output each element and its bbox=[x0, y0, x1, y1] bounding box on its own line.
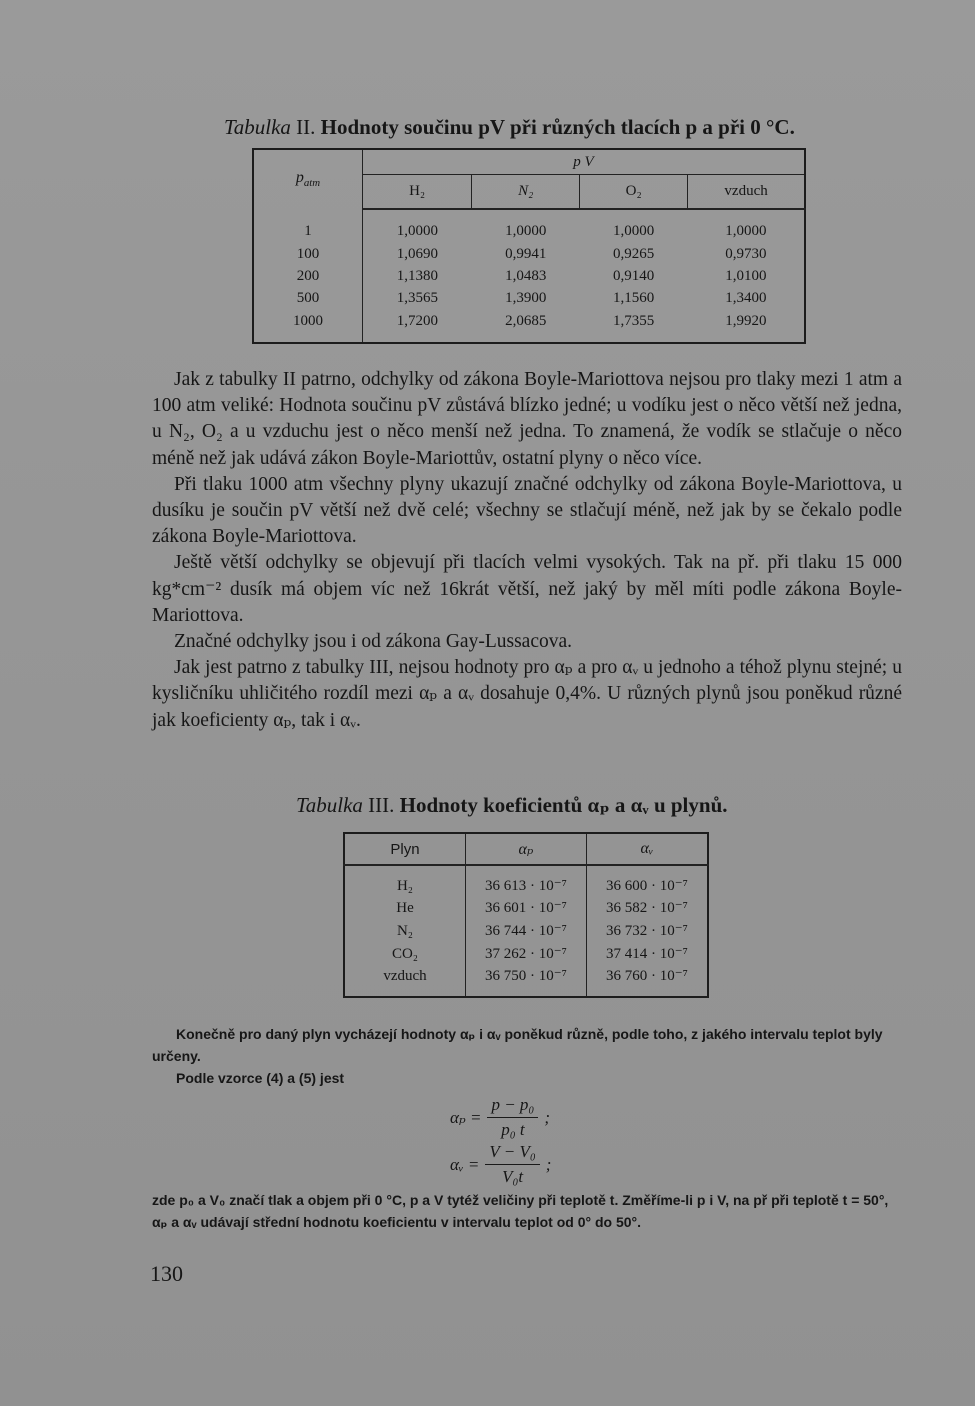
table-cell: 1,7355 bbox=[613, 312, 655, 329]
table2 bbox=[252, 148, 806, 344]
formula1-fraction bbox=[487, 1095, 538, 1140]
table-cell: 1,0000 bbox=[613, 223, 655, 240]
small-paragraph-2: Podle vzorce (4) a (5) jest bbox=[176, 1070, 345, 1086]
table-cell: 36 601 · 10⁻⁷ bbox=[466, 897, 587, 920]
table-row bbox=[253, 220, 805, 242]
table-cell: 1000 bbox=[253, 309, 363, 331]
table3-caption-text: Hodnoty koeficientů αₚ a αᵥ u plynů. bbox=[399, 793, 728, 817]
table-cell: 0,9140 bbox=[613, 267, 655, 284]
table-row bbox=[344, 874, 708, 897]
table2-header-patm: $p_{atm}$ bbox=[253, 149, 363, 209]
table-cell: 100 bbox=[253, 242, 363, 264]
table3-caption bbox=[296, 792, 728, 818]
formula2-denominator: V₀t bbox=[502, 1167, 524, 1186]
table-cell: 1,3400 bbox=[725, 290, 767, 307]
table-cell: CO₂ bbox=[344, 942, 466, 965]
table3-caption-number: III. bbox=[368, 793, 395, 817]
table-row bbox=[253, 287, 805, 309]
table-cell: 36 744 · 10⁻⁷ bbox=[466, 920, 587, 943]
table-cell: 36 750 · 10⁻⁷ bbox=[466, 965, 587, 988]
table-cell: 36 760 · 10⁻⁷ bbox=[605, 968, 688, 985]
table3-col-plyn: Plyn bbox=[344, 833, 466, 865]
table-cell: 1,3565 bbox=[396, 290, 438, 307]
table2-caption-label: Tabulka bbox=[224, 115, 291, 139]
table-cell: N₂ bbox=[344, 920, 466, 943]
table-cell: 2,0685 bbox=[505, 312, 547, 329]
small-text-bottom bbox=[152, 1189, 900, 1233]
table-cell: 1,7200 bbox=[396, 312, 438, 329]
formula2-numerator: V − V₀ bbox=[485, 1142, 539, 1165]
table-cell: 1,1560 bbox=[613, 290, 655, 307]
table-row bbox=[253, 309, 805, 331]
table3-caption-label: Tabulka bbox=[296, 793, 363, 817]
table2-caption bbox=[224, 115, 795, 140]
table2-col-vzduch: vzduch bbox=[688, 175, 805, 210]
paragraph-3: Ještě větší odchylky se objevují při tlacích velmi vysokých. Tak na př. při tlaku 15 000 kg*cm⁻² dusík má objem víc než 16krát větší, než jaký by měl míti podle zákona Boyle-Mariottova. bbox=[152, 552, 902, 626]
formula1-numerator: p − p₀ bbox=[487, 1095, 538, 1118]
table-cell: 1,0483 bbox=[505, 267, 547, 284]
paragraph-4: Značné odchylky jsou i od zákona Gay-Lussacova. bbox=[174, 631, 572, 653]
table-cell: vzduch bbox=[344, 965, 466, 988]
formula2-end: ; bbox=[545, 1154, 552, 1174]
formula1-denominator: p₀ t bbox=[501, 1120, 525, 1139]
table-row bbox=[253, 242, 805, 264]
small-paragraph-1: Konečně pro daný plyn vycházejí hodnoty αₚ i αᵥ poněkud různě, podle toho, z jakého intervalu teplot byly určeny. bbox=[152, 1026, 883, 1064]
formula2-fraction bbox=[485, 1142, 539, 1187]
table-cell: H₂ bbox=[344, 874, 466, 897]
table3 bbox=[343, 832, 709, 998]
table-cell: 1,9920 bbox=[725, 312, 767, 329]
table-cell: 0,9265 bbox=[613, 245, 655, 262]
paragraph-5: Jak jest patrno z tabulky III, nejsou hodnoty pro αₚ a pro αᵥ u jednoho a téhož plynu stejné; u kysličníku uhličitého rozdíl mezi αₚ a αᵥ dosahuje 0,4%. U různých plynů jsou poněkud různé jak koeficienty αₚ, tak i αᵥ. bbox=[152, 657, 902, 731]
table-cell: 0,9941 bbox=[505, 245, 547, 262]
table-cell: 37 414 · 10⁻⁷ bbox=[605, 945, 688, 962]
table-cell: 36 613 · 10⁻⁷ bbox=[466, 874, 587, 897]
table-row bbox=[344, 920, 708, 943]
body-text bbox=[152, 367, 902, 734]
paragraph-2: Při tlaku 1000 atm všechny plyny ukazují značné odchylky od zákona Boyle-Mariottova, u dusíku je součin pV větší než dvě celé; všechny se stlačují méně, než jak by se čekalo podle zákona Boyle-Mariottova. bbox=[152, 473, 902, 548]
small-text-top bbox=[152, 1023, 900, 1089]
table-cell: 36 732 · 10⁻⁷ bbox=[605, 923, 688, 939]
table-cell: 1,0690 bbox=[396, 245, 438, 262]
table-cell: 1,0000 bbox=[505, 223, 547, 240]
table2-caption-text: Hodnoty součinu pV při různých tlacích p a při 0 °C. bbox=[320, 115, 795, 139]
table-cell: 500 bbox=[253, 287, 363, 309]
table-row bbox=[253, 265, 805, 287]
table2-header-pv: p V bbox=[363, 149, 806, 175]
table2-caption-number: II. bbox=[296, 115, 316, 139]
page-number: 130 bbox=[150, 1261, 183, 1286]
table-row bbox=[344, 965, 708, 988]
table-row bbox=[344, 942, 708, 965]
table-cell: 1,0100 bbox=[725, 267, 767, 284]
table-cell: 1,0000 bbox=[725, 223, 767, 240]
formula1-lhs: αₚ = bbox=[450, 1107, 482, 1127]
table3-col-alpha-v: αᵥ bbox=[586, 833, 708, 865]
formula1-end: ; bbox=[544, 1107, 551, 1127]
paragraph-1: Jak z tabulky II patrno, odchylky od zákona Boyle-Mariottova nejsou pro tlaky mezi 1 atm a 100 atm veliké: Hodnota součinu pV zůstává blízko jedné; u vodíku jest o něco větší než jedna, u N₂, O₂ a u vzduchu jest o něco menší než jedna. To znamená, že vodík se stlačuje o něco méně než jak udává zákon Boyle-Mariottův, ostatní plyny o něco více. bbox=[152, 369, 902, 469]
table-row bbox=[344, 897, 708, 920]
table2-col-o2: O₂ bbox=[580, 175, 688, 210]
table-cell: 36 582 · 10⁻⁷ bbox=[605, 900, 688, 917]
table-cell: 0,9730 bbox=[725, 245, 767, 262]
table2-col-h2: H₂ bbox=[363, 175, 472, 210]
table-cell: 1 bbox=[253, 220, 363, 242]
table2-col-n2: N₂ bbox=[472, 175, 580, 210]
formula2-lhs: αᵥ = bbox=[450, 1154, 480, 1174]
formula-alpha-v bbox=[450, 1142, 551, 1187]
table-cell: 36 600 · 10⁻⁷ bbox=[605, 877, 688, 894]
table3-col-alpha-p: αₚ bbox=[466, 833, 587, 865]
table-cell: He bbox=[344, 897, 466, 920]
table-cell: 200 bbox=[253, 265, 363, 287]
table-cell: 1,3900 bbox=[505, 290, 547, 307]
small-paragraph-3: zde p₀ a V₀ značí tlak a objem při 0 °C, p a V tytéž veličiny při teplotě t. Změříme-li p i V, na př při teplotě t = 50°, αₚ a αᵥ udávají střední hodnotu koeficientu v intervalu teplot od 0° do 50°. bbox=[152, 1192, 889, 1230]
formula-alpha-p bbox=[450, 1095, 550, 1140]
table-cell: 37 262 · 10⁻⁷ bbox=[466, 942, 587, 965]
table-cell: 1,0000 bbox=[396, 223, 438, 240]
table-cell: 1,1380 bbox=[396, 267, 438, 284]
